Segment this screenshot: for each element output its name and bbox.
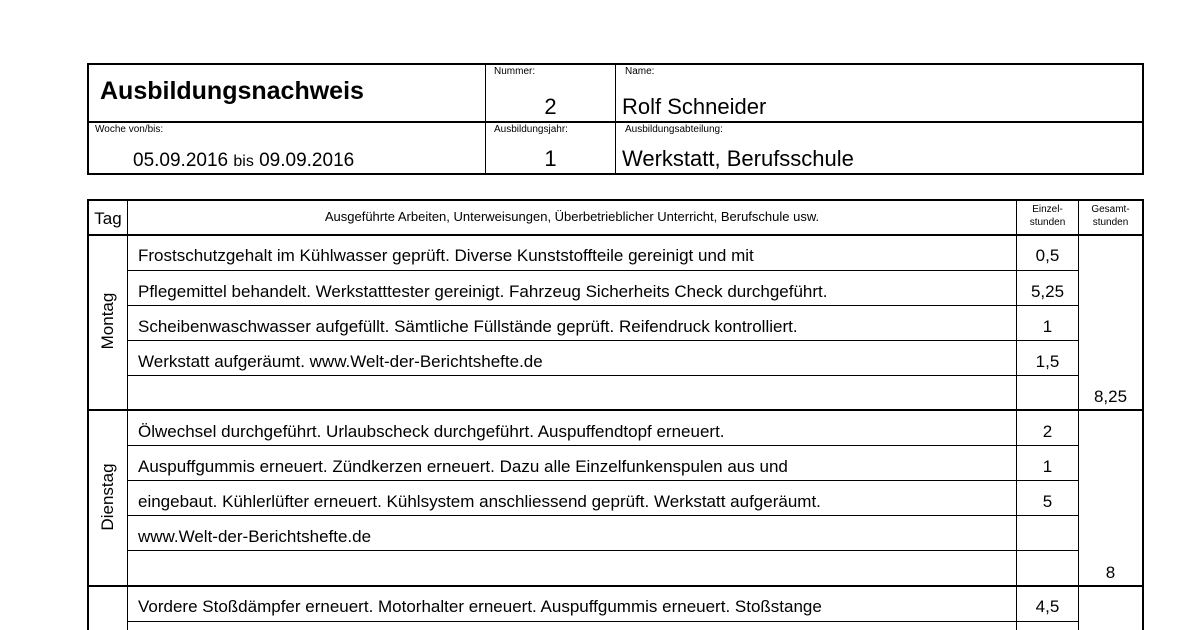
einzel-header	[1017, 203, 1078, 229]
activity-hours: 5,25	[1030, 282, 1065, 301]
gesamt-header-line2: stunden	[1092, 217, 1129, 228]
woche-von: 05.09.2016	[133, 150, 229, 171]
gesamt-header	[1079, 203, 1142, 229]
einzel-header-line1: Einzel-	[1032, 204, 1063, 215]
tag-header: Tag	[94, 209, 122, 228]
activity-text: Vordere Stoßdämpfer erneuert. Motorhalter erneuert. Auspuffgummis erneuert. Stoßstange	[138, 597, 822, 616]
activity-hours: 1	[1042, 317, 1053, 336]
activity-hours: 1	[1042, 457, 1053, 476]
nummer-label: Nummer:	[494, 66, 536, 77]
name-value: Rolf Schneider	[622, 94, 767, 119]
arbeiten-header: Ausgeführte Arbeiten, Unterweisungen, Überbetrieblicher Unterricht, Berufschule usw.	[324, 209, 820, 224]
jahr-label: Ausbildungsjahr:	[494, 124, 568, 135]
day-total-montag: 8,25	[1093, 387, 1128, 406]
day-label-montag: Montag	[98, 292, 117, 350]
activity-text: Pflegemittel behandelt. Werkstatttester gereinigt. Fahrzeug Sicherheits Check durchgeführt.	[138, 282, 828, 301]
activity-text: Auspuffgummis erneuert. Zündkerzen erneuert. Dazu alle Einzelfunkenspulen aus und	[138, 457, 788, 476]
nummer-value: 2	[544, 94, 557, 119]
activity-text: Frostschutzgehalt im Kühlwasser geprüft. Diverse Kunststoffteile gereinigt und mit	[138, 246, 754, 265]
woche-bis: 09.09.2016	[259, 150, 355, 171]
activity-text: Werkstatt aufgeräumt. www.Welt-der-Berichtshefte.de	[138, 352, 543, 371]
einzel-header-line2: stunden	[1029, 217, 1066, 228]
form-title: Ausbildungsnachweis	[100, 77, 364, 105]
activity-text: Scheibenwaschwasser aufgefüllt. Sämtliche Füllstände geprüft. Reifendruck kontrolliert.	[138, 317, 798, 336]
abteilung-value: Werkstatt, Berufsschule	[622, 146, 854, 171]
activity-hours: 1,5	[1035, 352, 1060, 371]
gesamt-header-line1: Gesamt-	[1091, 204, 1130, 215]
woche-bis-word: bis	[233, 153, 254, 170]
woche-value	[133, 150, 354, 172]
activity-text: www.Welt-der-Berichtshefte.de	[138, 527, 372, 546]
activity-hours: 4,5	[1035, 597, 1060, 616]
activity-hours: 5	[1042, 492, 1053, 511]
jahr-value: 1	[544, 146, 557, 171]
woche-label: Woche von/bis:	[95, 124, 164, 135]
day-label-dienstag: Dienstag	[98, 463, 117, 531]
activity-hours: 2	[1042, 422, 1053, 441]
activity-text: eingebaut. Kühlerlüfter erneuert. Kühlsystem anschliessend geprüft. Werkstatt aufgeräumt.	[138, 492, 821, 511]
day-total-dienstag: 8	[1105, 563, 1116, 582]
activity-hours: 0,5	[1035, 246, 1060, 265]
activity-text: Ölwechsel durchgeführt. Urlaubscheck durchgeführt. Auspuffendtopf erneuert.	[138, 422, 725, 441]
abteilung-label: Ausbildungsabteilung:	[625, 124, 723, 135]
name-label: Name:	[625, 66, 655, 77]
